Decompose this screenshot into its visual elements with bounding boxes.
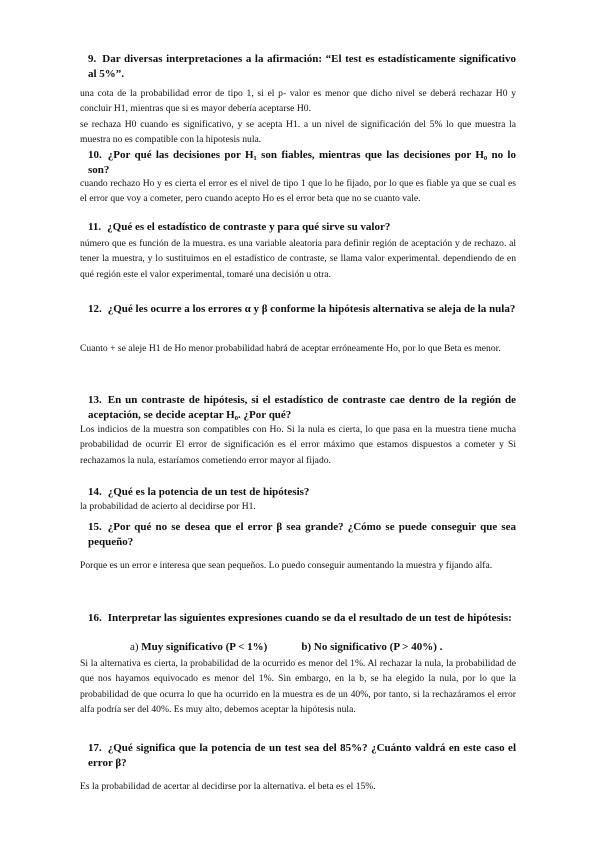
answer-13: Los indicios de la muestra son compatibles con Ho. Si la nula es cierta, lo que pasa en la muestra tiene mucha probabilidad de ocurrir El error de significación es el error máximo que estamos dispuestos a cometer y Si rechazamos la nula, estaríamos cometiendo error mayor al fijado. <box>80 424 516 466</box>
question-text: Dar diversas interpretaciones a la afirmación: “El test es estadísticamente significativo al 5%”. <box>88 53 516 80</box>
question-text: ¿Qué es la potencia de un test de hipótesis? <box>107 486 310 498</box>
answer-12: Cuanto + se aleje H1 de Ho menor probabilidad habrá de aceptar erróneamente Ho, por lo que Beta es menor. <box>80 343 501 354</box>
answer-11: número que es función de la muestra. es una variable aleatoria para definir región de aceptación y de rechazo. al tener la muestra, y lo sustituimos en el estadístico de contraste, se llama valor experimental. dependiendo de en qué región este el valor experimental, tomaré una decisión u otra. <box>80 238 516 280</box>
question-number: 9. <box>88 53 97 65</box>
option-a-text: Muy significativo (P < 1%) <box>141 641 268 653</box>
answer-16: Si la alternativa es cierta, la probabilidad de la ocurrido es menor del 1%. Al rechazar la nula, la probabilidad de que nos hayamos equivocado es menor del 1%. Sin embargo, en la b, se ha elegido la nula, por lo que la probabilidad de que ocurra lo que ha ocurrido en la muestra es de un 40%, por tanto, si la rechazáramos el error alfa podría ser del 40%. Es muy alto, debemos aceptar la hipótesis nula. <box>80 658 516 715</box>
option-b-text: b) No significativo (P > 40%) . <box>301 641 443 653</box>
question-text: ¿Qué les ocurre a los errores α y β conforme la hipótesis alternativa se aleja de la nula? <box>107 303 516 315</box>
question-number: 16. <box>88 612 102 624</box>
question-16 <box>88 611 516 626</box>
answer-10: cuando rechazo Ho y es cierta el error es el nivel de tipo 1 que lo he fijado, por lo que es fiable ya que se cual es el error que voy a cometer, pero cuando acepto Ho es el error beta que no se cuanto vale. <box>80 178 516 205</box>
question-number: 15. <box>88 521 102 533</box>
answer-9-paragraph-2: se rechaza H0 cuando es significativo, y se acepta H1. a un nivel de significación del 5% lo que muestra la muestra no es compatible con la hipotesis nula. <box>80 119 516 146</box>
answer-15: Porque es un error e interesa que sean pequeños. Lo puedo conseguir aumentando la muestra y fijando alfa. <box>80 560 493 571</box>
question-15 <box>88 520 516 550</box>
question-11 <box>88 220 516 235</box>
option-a-label: a) <box>130 641 139 653</box>
question-9 <box>88 52 516 82</box>
question-13 <box>88 393 516 423</box>
answer-9-paragraph-1: una cota de la probabilidad error de tipo 1, si el p- valor es menor que dicho nivel se deberá rechazar H0 y concluir H1, mientras que si es mayor debería aceptarse H0. <box>80 88 516 115</box>
question-16-options <box>130 640 442 655</box>
question-number: 13. <box>88 394 102 406</box>
question-text: ¿Qué es el estadístico de contraste y para qué sirve su valor? <box>107 221 391 233</box>
question-number: 14. <box>88 486 102 498</box>
question-number: 11. <box>88 221 102 233</box>
question-number: 17. <box>88 742 102 754</box>
question-text: ¿Qué significa que la potencia de un test sea del 85%? ¿Cuánto valdrá en este caso el error β? <box>88 742 516 769</box>
question-14 <box>88 485 516 500</box>
question-10 <box>88 148 516 178</box>
question-number: 10. <box>88 149 102 161</box>
question-17 <box>88 741 516 771</box>
answer-17: Es la probabilidad de acertar al decidirse por la alternativa. el beta es el 15%. <box>80 781 376 792</box>
question-12 <box>88 302 516 317</box>
answer-14: la probabilidad de acierto al decidirse por H1. <box>80 501 256 512</box>
question-text: ¿Por qué las decisiones por H₁ son fiables, mientras que las decisiones por H₀ no lo son? <box>88 149 516 176</box>
question-text: Interpretar las siguientes expresiones cuando se da el resultado de un test de hipótesis: <box>107 612 512 624</box>
question-text: En un contraste de hipótesis, si el estadístico de contraste cae dentro de la región de aceptación, se decide aceptar H₀. ¿Por qué? <box>88 394 516 421</box>
question-number: 12. <box>88 303 102 315</box>
question-text: ¿Por qué no se desea que el error β sea grande? ¿Cómo se puede conseguir que sea pequeño? <box>88 521 516 548</box>
